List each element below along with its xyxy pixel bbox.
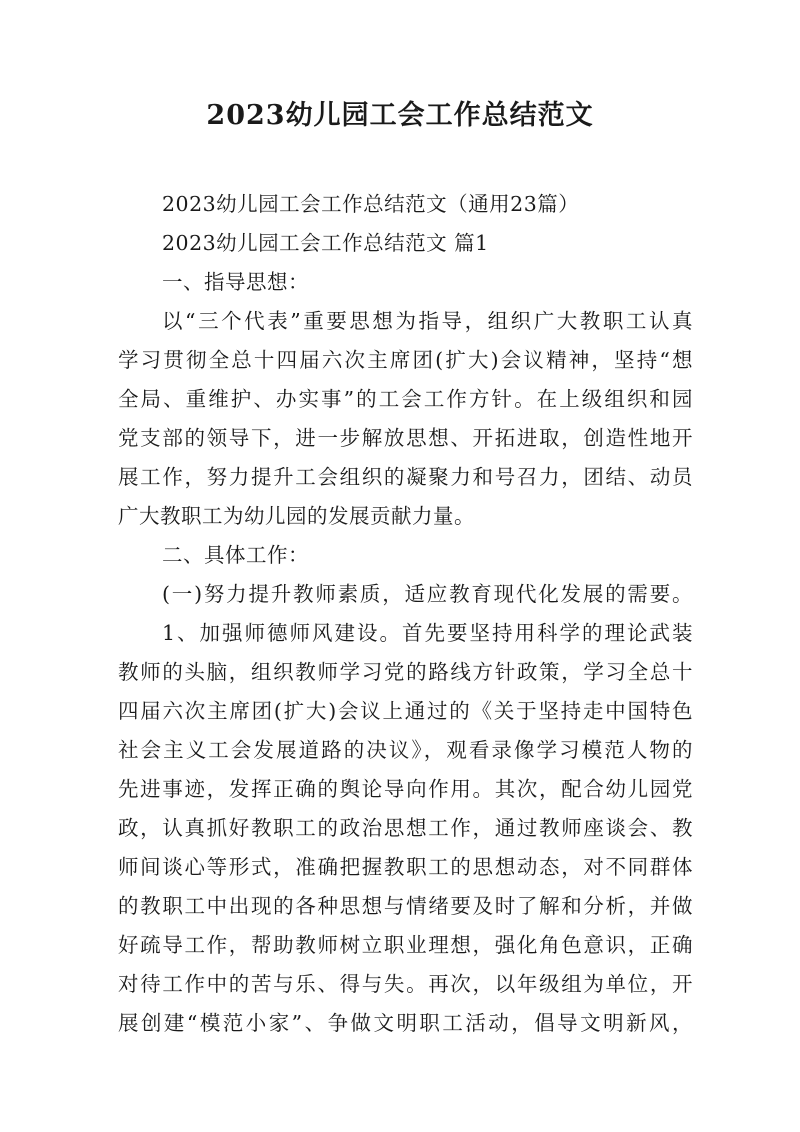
text-line: 好疏导工作，帮助教师树立职业理想，强化角色意识，正确	[118, 933, 693, 957]
text-line: 政，认真抓好教职工的政治思想工作，通过教师座谈会、教	[118, 816, 693, 840]
text-line: 二、具体工作：	[162, 543, 309, 567]
text-line: 展工作，努力提升工会组织的凝聚力和号召力，团结、动员	[118, 465, 693, 489]
document-title: 2023幼儿园工会工作总结范文	[206, 100, 594, 131]
text-line: 师间谈心等形式，准确把握教职工的思想动态，对不同群体	[118, 855, 693, 879]
text-line: 以“三个代表”重要思想为指导，组织广大教职工认真	[162, 309, 693, 333]
text-line: 全局、重维护、办实事”的工会工作方针。在上级组织和园	[118, 387, 693, 411]
text-line: 1、加强师德师风建设。首先要坚持用科学的理论武装	[162, 621, 693, 645]
text-line: 教师的头脑，组织教师学习党的路线方针政策，学习全总十	[118, 660, 693, 684]
text-line: 社会主义工会发展道路的决议》，观看录像学习模范人物的	[118, 738, 693, 762]
document-body	[118, 185, 693, 1043]
text-line: 四届六次主席团(扩大)会议上通过的《关于坚持走中国特色	[118, 699, 693, 723]
text-line: 展创建“模范小家”、争做文明职工活动，倡导文明新风，	[118, 1011, 693, 1035]
text-line: 2023幼儿园工会工作总结范文（通用23篇）	[162, 192, 580, 216]
text-line: 广大教职工为幼儿园的发展贡献力量。	[118, 504, 475, 528]
text-line: (一)努力提升教师素质，适应教育现代化发展的需要。	[162, 582, 693, 606]
text-line: 党支部的领导下，进一步解放思想、开拓进取，创造性地开	[118, 426, 693, 450]
text-line: 一、指导思想：	[162, 270, 309, 294]
text-line: 对待工作中的苦与乐、得与失。再次，以年级组为单位，开	[118, 972, 693, 996]
text-line: 学习贯彻全总十四届六次主席团(扩大)会议精神，坚持“想	[118, 348, 693, 372]
text-line: 2023幼儿园工会工作总结范文 篇1	[162, 231, 489, 255]
text-line: 先进事迹，发挥正确的舆论导向作用。其次，配合幼儿园党	[118, 777, 693, 801]
text-line: 的教职工中出现的各种思想与情绪要及时了解和分析，并做	[118, 894, 693, 918]
